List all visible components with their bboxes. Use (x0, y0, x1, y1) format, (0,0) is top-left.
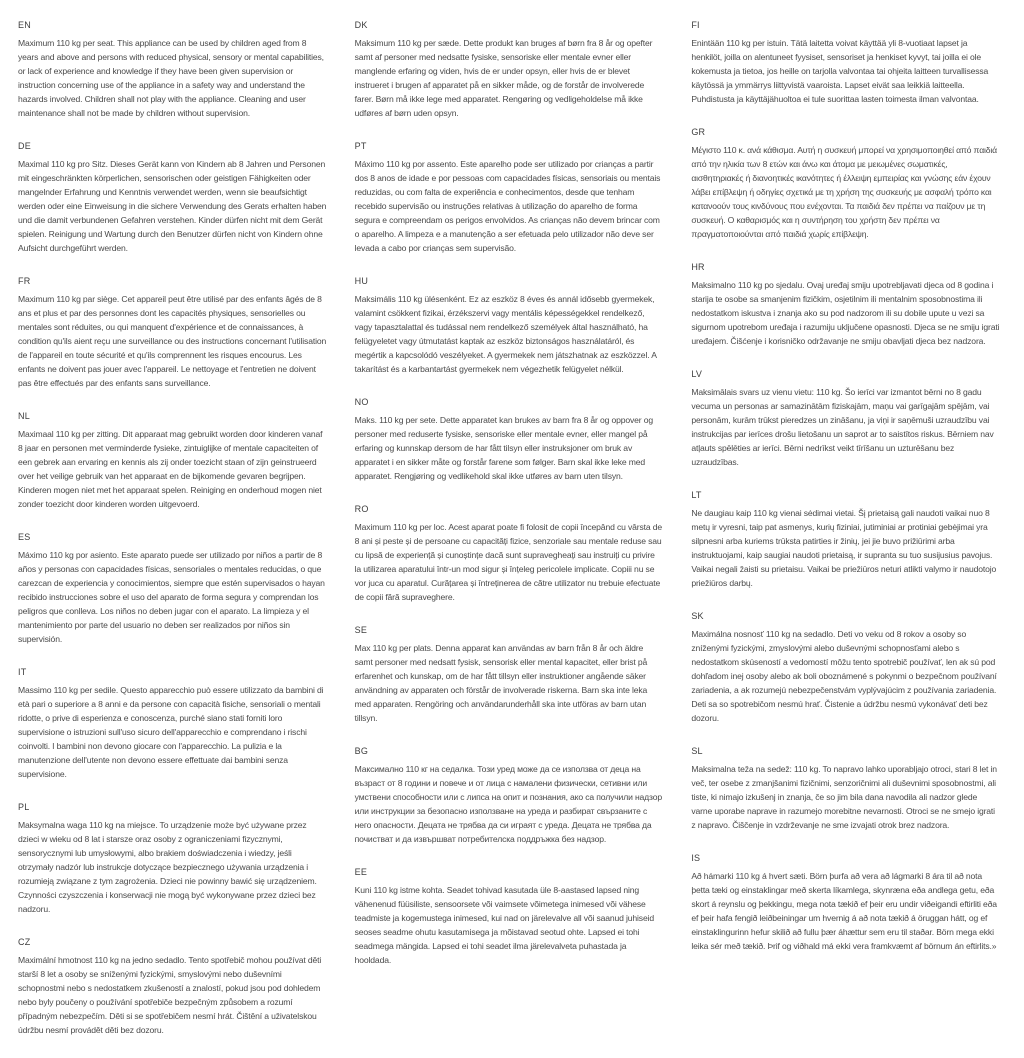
language-code: SE (354, 625, 368, 635)
lang-section-fi (691, 20, 1000, 106)
safety-text: Maksymalna waga 110 kg na miejsce. To urządzenie może być używane przez dzieci w wieku od 8 lat i starsze oraz osoby z ograniczeniami fizycznymi, sensorycznymi lub umysłowymi, albo brakiem doświadczenia i wiedzy, jeśli otrzymały nadzór lub instrukcje dotyczące bezpiecznego używania urządzenia i rozumieją związane z tym zagrożenia. Dzieci nie powinny bawić się urządzeniem. Czynności czyszczenia i konserwacji nie mogą być wykonywane przez dzieci bez nadzoru. (18, 820, 317, 914)
safety-text: Μέγιστο 110 κ. ανά κάθισμα. Αυτή η συσκευή μπορεί να χρησιμοποιηθεί από παιδιά από την ηλικία των 8 ετών και άνω και άτομα με μειωμένες σωματικές, αισθητηριακές ή διανοητικές ικανότητες ή έλλειψη εμπειρίας και γνώσης εάν έχουν λάβει επίβλεψη ή οδηγίες σχετικά με τη χρήση της συσκευής με ασφαλή τρόπο και κατανοούν τους κινδύνους που ενέχονται. Τα παιδιά δεν πρέπει να παίζουν με τη συσκευή. Ο καθαρισμός και η συντήρηση του χρήστη δεν πρέπει να πραγματοποιούνται από παιδιά χωρίς επίβλεψη. (691, 145, 997, 239)
language-code: LT (691, 490, 702, 500)
safety-text: Maksimalno 110 kg po sjedalu. Ovaj uređaj smiju upotrebljavati djeca od 8 godina i starija te osobe sa smanjenim fizičkim, osjetilnim ili mentalnim sposobnostima ili nedostatkom iskustva i znanja ako su pod nadzorom ili su dobile upute u vezi sa sigurnom upotrebom uređaja i razumiju uključene opasnosti. Djeca se ne smiju igrati uređajem. Čišćenje i korisničko održavanje ne smiju obavljati djeca bez nadzora. (691, 280, 1000, 346)
lang-section-pl (18, 802, 327, 916)
lang-section-hu (355, 276, 664, 376)
language-code: PL (18, 802, 30, 812)
safety-text: Maksimalna teža na sedež: 110 kg. To napravo lahko uporabljajo otroci, stari 8 let in več, ter osebe z zmanjšanimi fizičnimi, senzoričnimi ali duševnimi sposobnostmi, ali tiste, ki nimajo izkušenj in znanja, če so jim bila dana navodila ali nadzor glede varne uporabe naprave in razumejo morebitne nevarnosti. Otroci se ne smejo igrati z napravo. Čiščenje in vzdrževanje ne sme izvajati otrok brez nadzora. (691, 764, 997, 830)
language-code: RO (354, 504, 369, 514)
safety-text: Máximo 110 kg por assento. Este aparelho pode ser utilizado por crianças a partir dos 8 anos de idade e por pessoas com capacidades físicas, sensoriais ou mentais reduzidas, ou com falta de experiência e conhecimentos, desde que tenham recebido supervisão ou instruções relativas à utilização do aparelho de forma segura e compreendam os perigos envolvidos. As crianças não devem brincar com o aparelho. A limpeza e a manutenção a ser efetuada pelo utilizador não deve ser levada a cabo por crianças sem supervisão. (354, 159, 661, 253)
safety-text: Máximo 110 kg por asiento. Este aparato puede ser utilizado por niños a partir de 8 años y personas con capacidades físicas, sensoriales o mentales reducidas, o que carezcan de experiencia y conocimientos, siempre que estén supervisados o hayan recibido instrucciones sobre el uso del aparato de forma segura y comprendan los peligros que conlleva. Los niños no deben jugar con el aparato. La limpieza y el mantenimiento por parte del usuario no deben ser realizados por niños sin supervisión. (18, 550, 325, 644)
safety-text: Ne daugiau kaip 110 kg vienai sėdimai vietai. Šį prietaisą gali naudoti vaikai nuo 8 metų ir vyresni, taip pat asmenys, kurių fiziniai, jutiminiai ar protiniai gebėjimai yra silpnesni arba kuriems trūksta patirties ir žinių, jei jie buvo prižiūrimi arba instruktuojami, kaip saugiai naudoti prietaisą, ir supranta su tuo susijusius pavojus. Vaikai negali žaisti su prietaisu. Vaikai be priežiūros neturi atlikti valymo ir naudotojo priežiūros darbų. (691, 508, 997, 588)
safety-text: Maksimális 110 kg ülésenként. Ez az eszköz 8 éves és annál idősebb gyermekek, valamint csökkent fizikai, érzékszervi vagy mentális képességekkel rendelkező, vagy tapasztalattal és tudással nem rendelkező személyek által használható, ha felügyeletet vagy útmutatást kaptak az eszköz biztonságos használatáról, és megértik a kapcsolódó veszélyeket. A gyermekek nem játszhatnak az eszközzel. A takarítást és a karbantartást gyermekek nem végezhetik felügyelet nélkül. (354, 294, 657, 374)
safety-text: Maximal 110 kg pro Sitz. Dieses Gerät kann von Kindern ab 8 Jahren und Personen mit eingeschränkten körperlichen, sensorischen oder geistigen Fähigkeiten oder mangelnder Erfahrung und Kenntnis verwendet werden, wenn sie beaufsichtigt werden oder eine Einweisung in die sichere Verwendung des Gerats erhalten haben und die damit verbundenen Gefahren verstehen. Kinder dürfen nicht mit dem Gerät spielen. Reinigung und Wartung durch den Benutzer dürfen nicht von Kindern ohne Aufsicht durchgeführt werden. (18, 159, 327, 253)
safety-text: Enintään 110 kg per istuin. Tätä laitetta voivat käyttää yli 8-vuotiaat lapset ja henkilöt, joilla on alentuneet fyysiset, sensoriset ja henkiset kyvyt, tai joilla ei ole kokemusta ja tietoa, jos heille on tarjolla valvontaa tai ohjeita laitteen turvallisessa käytössä ja ymmärrys liittyvistä vaaroista. Lapset eivät saa leikkiä laitteella. Puhdistusta ja käyttäjähuoltoa ei tule suorittaa lasten toimesta ilman valvontaa. (691, 38, 989, 104)
lang-section-dk (355, 20, 664, 120)
language-code: SK (691, 611, 704, 621)
safety-text: Maximální hmotnost 110 kg na jedno sedadlo. Tento spotřebič mohou používat děti starší 8 let a osoby se sníženými fyzickými, smyslovými nebo duševními schopnostmi nebo s nedostatkem zkušeností a znalostí, pokud jsou pod dohledem nebo byly poučeny o používání spotřebiče bezpečným způsobem a rozumí případným nebezpečím. Děti si se spotřebičem nesmí hrát. Čištění a uživatelskou údržbu nesmí provádět děti bez dozoru. (18, 955, 322, 1035)
lang-section-en (18, 20, 327, 120)
language-code: ES (18, 532, 31, 542)
lang-section-fr (18, 276, 327, 390)
lang-section-bg (355, 746, 664, 846)
safety-text: Maximum 110 kg per loc. Acest aparat poate fi folosit de copii începând cu vârsta de 8 ani și peste și de persoane cu capacități fizice, senzoriale sau mentale reduse sau cu lipsă de experiență și cunoștințe dacă sunt supravegheați sau instruiți cu privire la utilizarea aparatului într-un mod sigur și înțeleg pericolele implicate. Copiii nu se vor juca cu aparatul. Curățarea și întreținerea de către utilizator nu trebuie efectuate de copii fără supraveghere. (354, 522, 662, 602)
safety-text: Максимално 110 кг на седалка. Този уред може да се използва от деца на възраст от 8 години и повече и от лица с намалени физически, сетивни или умствени способности или с липса на опит и познания, ако са получили надзор или инструкции за безопасно използване на уреда и разбират свързаните с него опасности. Децата не трябва да си играят с уреда. Децата не трябва да почистват и да извършват потребителска поддръжка без надзор. (354, 764, 663, 844)
safety-text: Að hámarki 110 kg á hvert sæti. Börn þurfa að vera að lágmarki 8 ára til að nota þetta tæki og einstaklingar með skerta líkamlega, skynræna eða andlega getu, eða skort á reynslu og þekkingu, mega nota tækið ef þeir eru undir viðeigandi eftirliti eða ef þeir hafa fengið leiðbeiningar um hvernig á að nota tækið á öruggan hátt, og ef einstaklingurinn hefur skilið að fullu þær áhættur sem eru til staðar. Börn mega ekki leika sér með tækið. Þrif og viðhald má ekki vera framkvæmt af börnum án eftirlits.» (691, 871, 997, 951)
safety-text: Maksimālais svars uz vienu vietu: 110 kg. Šo ierīci var izmantot bērni no 8 gadu vecuma un personas ar samazinātām fiziskajām, maņu vai garīgajām spējām, vai personām, kurām trūkst pieredzes un zināšanu, ja viņi ir saņēmuši uzraudzību vai instrukcijas par ierīces drošu lietošanu un saprot ar to saistītos riskus. Bērniem nav atļauts spēlēties ar ierīci. Bērni nedrīkst veikt tīrīšanu un uzturēšanu bez uzraudzības. (691, 387, 994, 467)
language-code: FI (691, 20, 700, 30)
language-code: SL (691, 746, 703, 756)
lang-section-no (355, 397, 664, 483)
language-code: DE (18, 141, 31, 151)
lang-section-cz (18, 937, 327, 1037)
safety-text: Kuni 110 kg istme kohta. Seadet tohivad kasutada üle 8-aastased lapsed ning vähenenud füüsiliste, sensoorsete või vaimsete võimetega inimesed või vähese teadmiste ja kogemustega inimesed, kui nad on järelevalve all või saanud juhiseid seoses seadme ohutu kasutamisega ja mõistavad seotud ohte. Lapsed ei tohi seadmega mängida. Lapsed ei tohi seadet ilma järelevalveta puhastada ja hooldada. (354, 885, 654, 965)
lang-section-nl (18, 411, 327, 511)
column-middle (355, 20, 664, 988)
lang-section-sl (691, 746, 1000, 832)
lang-section-lt (691, 490, 1000, 590)
language-code: CZ (18, 937, 31, 947)
safety-text: Maximálna nosnosť 110 kg na sedadlo. Deti vo veku od 8 rokov a osoby so zníženými fyzickými, zmyslovými alebo duševnými schopnosťami alebo s nedostatkom skúseností a vedomostí môžu tento spotrebič používať, len ak sú pod dohľadom inej osoby alebo ak boli oboznámené s pokynmi o bezpečnom používaní zariadenia, a ak rozumejú nebezpečenstvám vyplývajúcim z používania zariadenia. Deti sa so spotrebičom nesmú hrať. Čistenie a údržbu nesmú vykonávať deti bez dozoru. (691, 629, 997, 723)
language-code: PT (354, 141, 367, 151)
safety-text: Maximaal 110 kg per zitting. Dit apparaat mag gebruikt worden door kinderen vanaf 8 jaar en personen met verminderde fysieke, zintuiglijke of mentale capaciteiten of een gebrek aan ervaring en kennis als zij onder toezicht staan of zijn geinstrueerd over het veilige gebruik van het apparaat en de bijkomende gevaren begrijpen. Kinderen mogen niet met het apparaat spelen. Reiniging en onderhoud mogen niet zonder toezicht door kinderen worden uitgevoerd. (18, 429, 323, 509)
lang-section-se (355, 625, 664, 725)
lang-section-lv (691, 369, 1000, 469)
language-code: EE (354, 867, 368, 877)
safety-text: Maksimum 110 kg per sæde. Dette produkt kan bruges af børn fra 8 år og opefter samt af personer med nedsatte fysiske, sensoriske eller mentale evner eller manglende erfaring og viden, hvis de er under opsyn, eller hvis de er blevet instrueret i brugen af apparatet på en sikker måde, og de forstår de involverede farer. Børn må ikke lege med apparatet. Rengøring og vedligeholdelse må ikke udføres af børn uden opsyn. (354, 38, 653, 118)
lang-section-sk (691, 611, 1000, 725)
language-code: IS (691, 853, 701, 863)
lang-section-gr (691, 127, 1000, 241)
language-code: BG (354, 746, 369, 756)
safety-text: Maximum 110 kg par siège. Cet appareil peut être utilisé par des enfants âgés de 8 ans et plus et par des personnes dont les capacités physiques, sensorielles ou mentales sont réduites, ou qui manquent d'expérience et de connaissances, à condition qu'ils aient reçu une surveillance ou des instructions concernant l'utilisation de l'appareil en toute sécurité et qu'ils comprennent les risques encourus. Les enfants ne doivent pas jouer avec l'appareil. Le nettoyage et l'entretien ne doivent pas être effectués par des enfants sans surveillance. (18, 294, 327, 388)
lang-section-ee (355, 867, 664, 967)
lang-section-ro (355, 504, 664, 604)
lang-section-de (18, 141, 327, 255)
safety-text: Maks. 110 kg per sete. Dette apparatet kan brukes av barn fra 8 år og oppover og personer med reduserte fysiske, sensoriske eller mentale evner, eller mangel på erfaring og kunnskap dersom de har fått tilsyn eller instruksjoner om bruk av apparatet i en sikker måte og forstår farene som følger. Barn skal ikke leke med apparatet. Rengjøring og vedlikehold skal ikke utføres av barn uten tilsyn. (354, 415, 654, 481)
lang-section-es (18, 532, 327, 646)
language-code: HU (354, 276, 369, 286)
language-code: HR (691, 262, 705, 272)
column-left (18, 20, 327, 1058)
language-code: DK (354, 20, 368, 30)
column-right (691, 20, 1000, 974)
language-code: NO (354, 397, 369, 407)
language-code: NL (18, 411, 30, 421)
lang-section-is (691, 853, 1000, 953)
language-code: LV (691, 369, 703, 379)
safety-text: Maximum 110 kg per seat. This appliance can be used by children aged from 8 years and above and persons with reduced physical, sensory or mental capabilities, or lack of experience and knowledge if they have been given supervision or instruction concerning use of the appliance in a safety way and understand the hazards involved. Children shall not play with the appliance. Cleaning and user maintenance shall not be made by children without supervision. (18, 38, 324, 118)
safety-text: Max 110 kg per plats. Denna apparat kan användas av barn från 8 år och äldre samt personer med nedsatt fysisk, sensorisk eller mental kapacitet, eller brist på erfarenhet och kunskap, om de har fått tillsyn eller instruktioner angående säker användning av apparaten och förstår de involverade riskerna. Barn ska inte leka med apparaten. Rengöring och användarunderhåll ska inte utföras av barn utan tillsyn. (354, 643, 648, 723)
language-code: FR (18, 276, 31, 286)
language-code: IT (18, 667, 27, 677)
lang-section-hr (691, 262, 1000, 348)
lang-section-pt (355, 141, 664, 255)
lang-section-it (18, 667, 327, 781)
language-code: EN (18, 20, 31, 30)
language-code: GR (691, 127, 706, 137)
safety-text: Massimo 110 kg per sedile. Questo apparecchio può essere utilizzato da bambini di età pari o superiore a 8 anni e da persone con capacità fisiche, sensoriali o mentali ridotte, o prive di esperienza e conoscenza, purché siano stati forniti loro supervisione o istruzioni sull'uso sicuro dell'apparecchio e comprendano i rischi coinvolti. I bambini non devono giocare con l'apparecchio. La pulizia e la manutenzione dell'utente non devono essere effettuate dai bambini senza supervisione. (18, 685, 324, 779)
